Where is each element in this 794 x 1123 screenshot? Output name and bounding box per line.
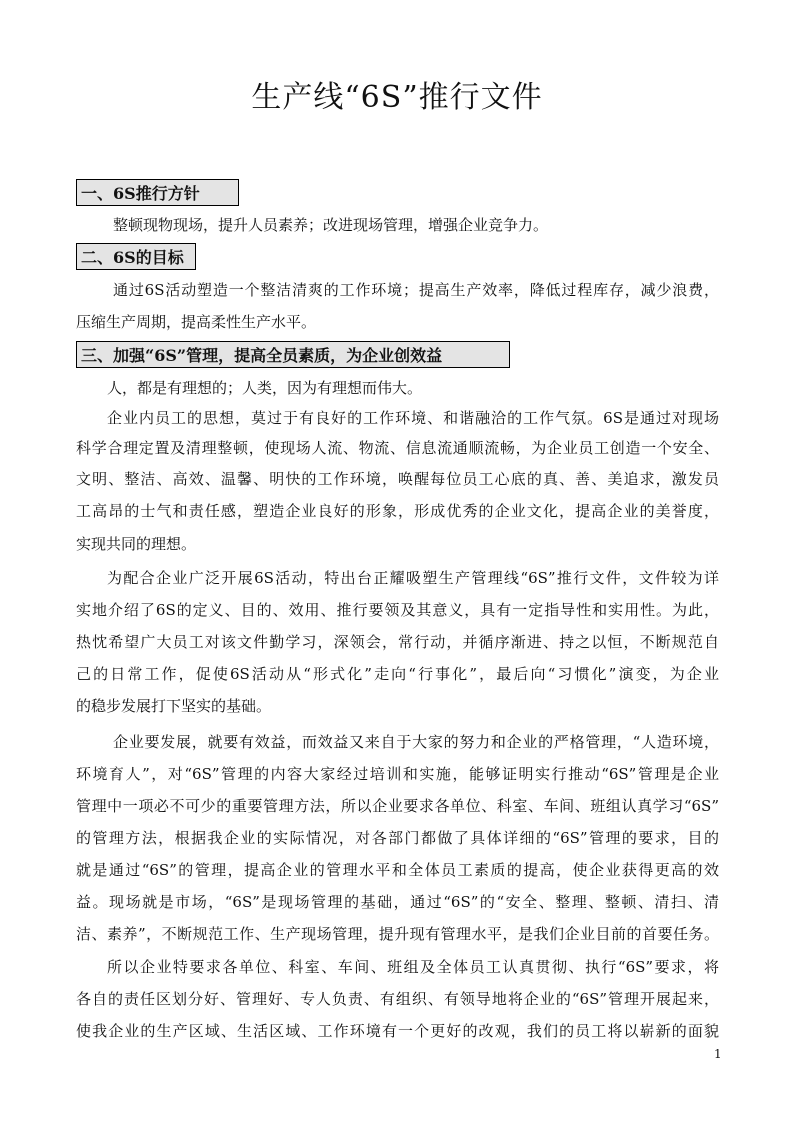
page-number: 1: [714, 1047, 722, 1061]
body-text-line: 人，都是有理想的；人类，因为有理想而伟大。: [107, 379, 423, 397]
body-text-line: 的管理方法，根据我企业的实际情况，对各部门都做了具体详细的“6S”管理的要求，目的: [76, 829, 719, 847]
body-text-line: 使我企业的生产区域、生活区域、工作环境有一个更好的改观，我们的员工将以崭新的面貌: [76, 1022, 719, 1040]
body-text-line: 己的日常工作，促使6S活动从“形式化”走向“行事化”，最后向“习惯化”演变，为企业: [76, 665, 719, 683]
body-text-line: 洁、素养”，不断规范工作、生产现场管理，提升现有管理水平，是我们企业目前的首要任务。: [76, 925, 719, 943]
section-heading-policy: 一、6S推行方针: [76, 179, 239, 206]
body-text-line: 科学合理定置及清理整顿，使现场人流、物流、信息流通顺流畅，为企业员工创造一个安全、: [76, 439, 719, 457]
body-text-line: 为配合企业广泛开展6S活动，特出台正耀吸塑生产管理线“6S”推行文件，文件较为详: [107, 569, 719, 587]
body-text-line: 各自的责任区划分好、管理好、专人负责、有组织、有领导地将企业的“6S”管理开展起来，: [76, 990, 719, 1008]
goals-text-line: 通过6S活动塑造一个整洁清爽的工作环境；提高生产效率，降低过程库存，减少浪费，: [113, 281, 719, 299]
document-title: 生产线“6S”推行文件: [251, 80, 543, 115]
body-text-line: 企业内员工的思想，莫过于有良好的工作环境、和谐融洽的工作气氛。6S是通过对现场: [107, 409, 719, 427]
goals-text-line: 压缩生产周期，提高柔性生产水平。: [76, 313, 317, 331]
section-heading-strengthen-6s: 三、加强“6S”管理，提高全员素质，为企业创效益: [76, 341, 510, 368]
body-text-line: 就是通过“6S”的管理，提高企业的管理水平和全体员工素质的提高，使企业获得更高的效: [76, 861, 719, 879]
body-text-line: 热忱希望广大员工对该文件勤学习，深领会，常行动，并循序渐进、持之以恒，不断规范自: [76, 633, 719, 651]
body-text-line: 文明、整洁、高效、温馨、明快的工作环境，唤醒每位员工心底的真、善、美追求，激发员: [76, 470, 719, 488]
policy-text-line: 整顿现物现场，提升人员素养；改进现场管理，增强企业竞争力。: [113, 216, 549, 234]
body-text-line: 环境育人”，对“6S”管理的内容大家经过培训和实施，能够证明实行推动“6S”管理是企业: [76, 765, 719, 783]
body-text-line: 益。现场就是市场，“6S”是现场管理的基础，通过“6S”的“安全、整理、整顿、清扫、清: [76, 893, 719, 911]
section-heading-goals: 二、6S的目标: [76, 243, 196, 270]
body-text-line: 企业要发展，就要有效益，而效益又来自于大家的努力和企业的严格管理，“人造环境，: [113, 733, 719, 751]
body-text-line: 所以企业特要求各单位、科室、车间、班组及全体员工认真贯彻、执行“6S”要求，将: [107, 958, 719, 976]
body-text-line: 的稳步发展打下坚实的基础。: [76, 697, 272, 715]
body-text-line: 工高昂的士气和责任感，塑造企业良好的形象，形成优秀的企业文化，提高企业的美誉度，: [76, 502, 719, 520]
body-text-line: 实地介绍了6S的定义、目的、效用、推行要领及其意义，具有一定指导性和实用性。为此，: [76, 601, 719, 619]
body-text-line: 管理中一项必不可少的重要管理方法，所以企业要求各单位、科室、车间、班组认真学习“6S”: [76, 797, 719, 815]
body-text-line: 实现共同的理想。: [76, 535, 197, 553]
